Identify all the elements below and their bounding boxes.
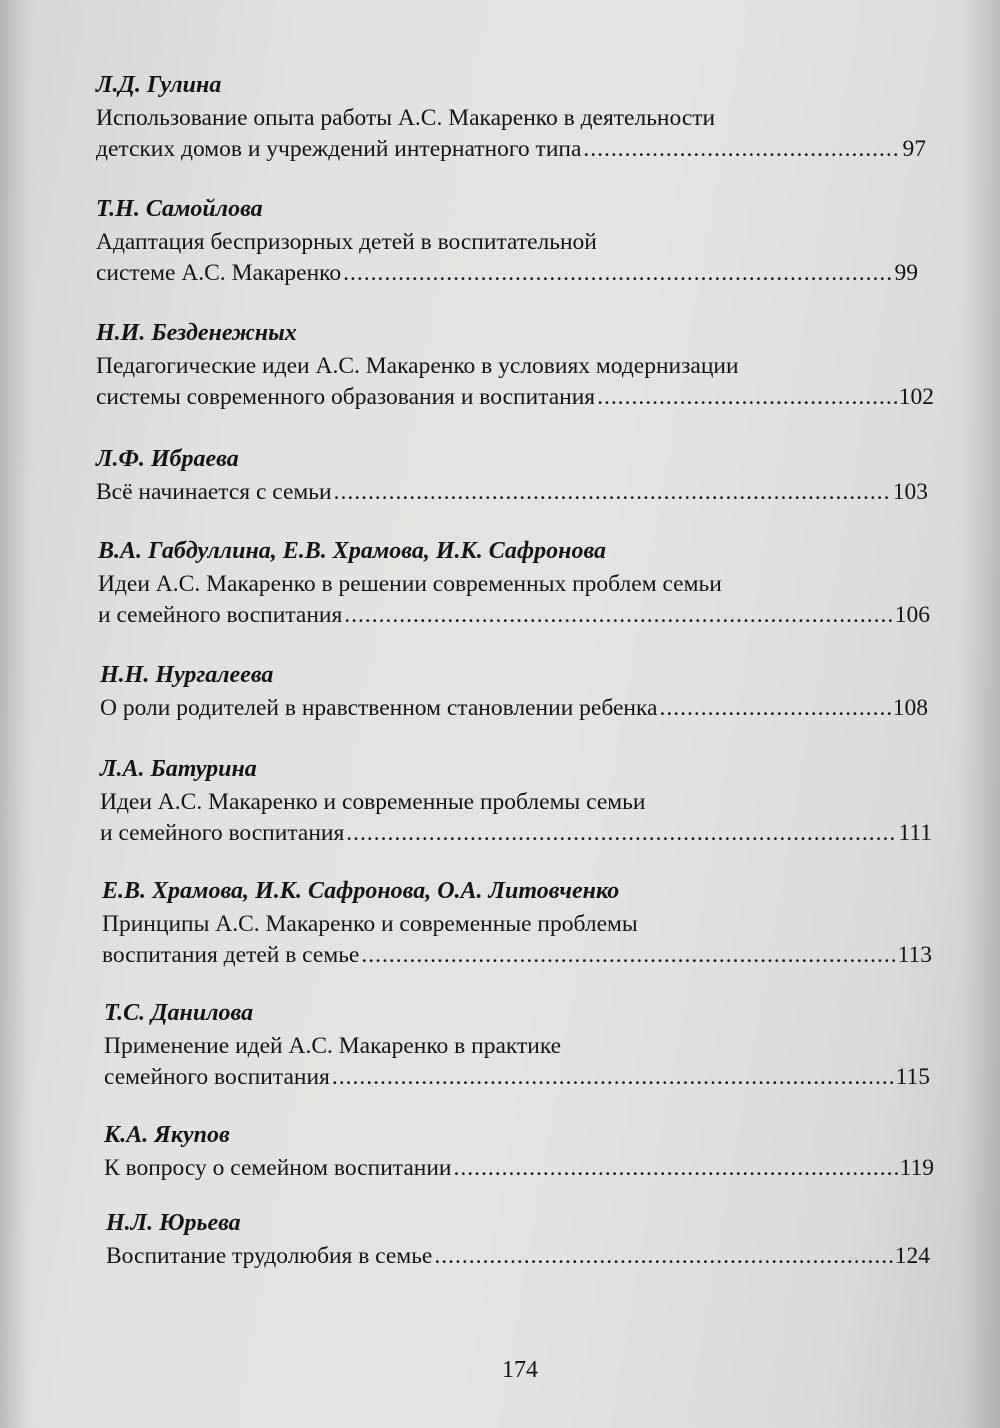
dot-leader: [334, 477, 891, 508]
entry-page-number: 106: [894, 602, 930, 628]
entry-page-number: 103: [892, 479, 928, 505]
toc-entry: [96, 70, 926, 165]
entry-page-number: 108: [892, 695, 928, 721]
entry-author: Н.И. Безденежных: [96, 320, 297, 346]
page-number: 174: [502, 1357, 538, 1383]
entry-page-number: 102: [898, 384, 934, 410]
entry-title-line: Адаптация беспризорных детей в воспитательной: [96, 229, 597, 255]
entry-title-line: Педагогические идеи А.С. Макаренко в условиях модернизации: [96, 353, 739, 379]
dot-leader: [361, 940, 895, 971]
toc-entry: [100, 754, 932, 849]
dot-leader: [583, 134, 900, 165]
entry-title-line: Идеи А.С. Макаренко и современные проблемы семьи: [100, 789, 646, 815]
entry-title-line: Применение идей А.С. Макаренко в практике: [104, 1033, 562, 1059]
entry-author: К.А. Якупов: [104, 1122, 230, 1148]
entry-title-text: детских домов и учреждений интернатного типа: [96, 136, 582, 162]
toc-entry: [96, 318, 934, 413]
entry-title-text: Воспитание трудолюбия в семье: [106, 1243, 433, 1269]
entry-title-last-line: [104, 1062, 930, 1093]
entry-title-text: семейного воспитания: [104, 1064, 330, 1090]
entry-title-last-line: [100, 818, 932, 849]
toc-entry: [106, 1208, 930, 1272]
entry-page-number: 99: [894, 260, 918, 286]
entry-title-last-line: [104, 1153, 934, 1184]
entry-title-text: и семейного воспитания: [98, 602, 343, 628]
entry-page-number: 111: [898, 820, 932, 846]
dot-leader: [597, 382, 897, 413]
entry-title-text: Всё начинается с семьи: [96, 479, 332, 505]
toc-entry: [98, 536, 930, 631]
entry-title-last-line: [96, 134, 926, 165]
entry-title-line: Принципы А.С. Макаренко и современные проблемы: [102, 911, 638, 937]
entry-page-number: 124: [894, 1243, 930, 1269]
entry-title-last-line: [100, 693, 928, 724]
entry-author: Н.Л. Юрьева: [106, 1210, 241, 1236]
toc-entry: [96, 194, 918, 289]
entry-title-last-line: [98, 600, 930, 631]
dot-leader: [454, 1153, 898, 1184]
entry-author: Т.С. Данилова: [104, 1000, 254, 1026]
dot-leader: [343, 258, 892, 289]
entry-author: Л.Ф. Ибраева: [96, 446, 239, 472]
entry-title-text: воспитания детей в семье: [102, 942, 360, 968]
toc-entry: [100, 660, 928, 724]
entry-page-number: 97: [902, 136, 926, 162]
entry-author: В.А. Габдуллина, Е.В. Храмова, И.К. Сафронова: [98, 538, 606, 564]
entry-title-last-line: [96, 477, 928, 508]
entry-title-last-line: [96, 382, 934, 413]
entry-author: Т.Н. Самойлова: [96, 196, 263, 222]
dot-leader: [332, 1062, 894, 1093]
entry-page-number: 113: [897, 942, 932, 968]
entry-page-number: 119: [899, 1155, 934, 1181]
dot-leader: [344, 600, 892, 631]
entry-title-text: и семейного воспитания: [100, 820, 345, 846]
entry-title-text: системы современного образования и воспитания: [96, 384, 596, 410]
toc-entry: [96, 444, 928, 508]
entry-title-text: системе А.С. Макаренко: [96, 260, 342, 286]
entry-author: Н.Н. Нургалеева: [100, 662, 274, 688]
dot-leader: [659, 693, 890, 724]
entry-title-line: Идеи А.С. Макаренко в решении современных проблем семьи: [98, 571, 722, 597]
entry-title-text: О роли родителей в нравственном становлении ребенка: [100, 695, 658, 721]
entry-title-last-line: [102, 940, 932, 971]
toc-entry: [104, 998, 930, 1093]
entry-author: Е.В. Храмова, И.К. Сафронова, О.А. Литовченко: [102, 878, 620, 904]
entry-author: Л.А. Батурина: [100, 756, 257, 782]
dot-leader: [434, 1241, 892, 1272]
entry-title-last-line: [96, 258, 918, 289]
entry-title-line: Использование опыта работы А.С. Макаренко в деятельности: [96, 105, 716, 131]
entry-page-number: 115: [895, 1064, 930, 1090]
toc-entry: [102, 876, 932, 971]
entry-title-last-line: [106, 1241, 930, 1272]
dot-leader: [346, 818, 896, 849]
toc-entry: [104, 1120, 934, 1184]
entry-title-text: К вопросу о семейном воспитании: [104, 1155, 452, 1181]
entry-author: Л.Д. Гулина: [96, 72, 222, 98]
